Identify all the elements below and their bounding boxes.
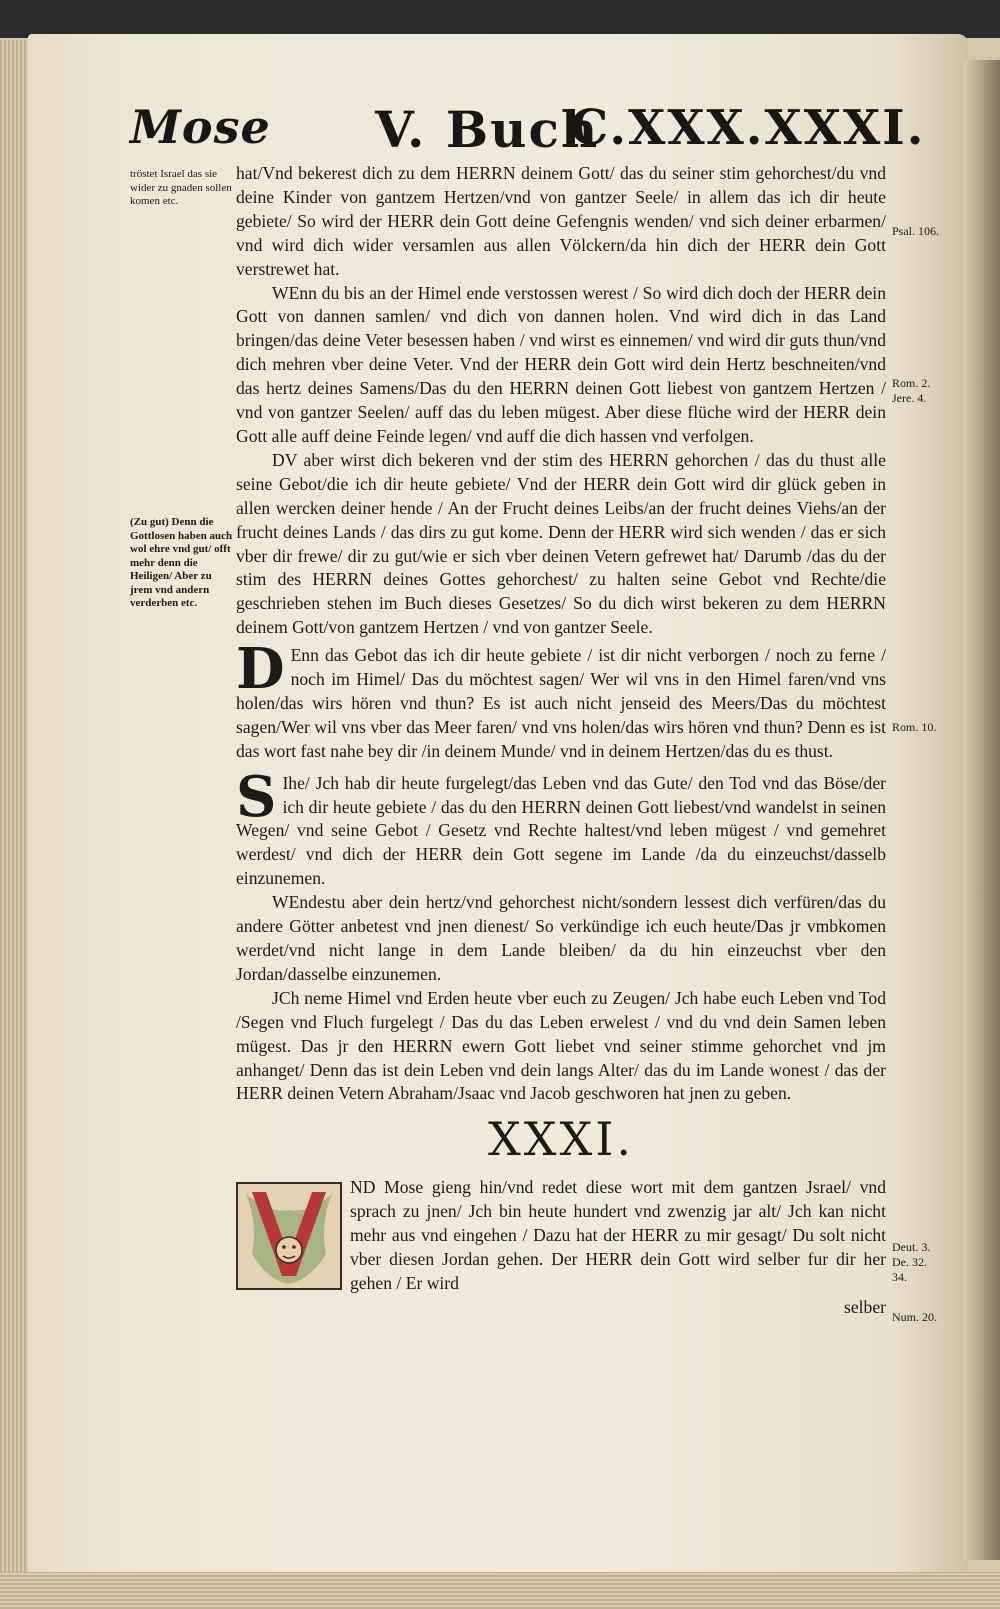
paragraph-6: WEndestu aber dein hertz/vnd gehorchest nicht/sondern lessest dich verfüren/das du andere Götter anbetest vnd jnen dienest/ So verkündige ich euch heute/Das jr vmbkomen werdet/vnd nicht lange in dem Lande bleiben/ da du hin einzeuchst vber den Jordan/dasselbe einzunemen. [236, 892, 886, 984]
drop-initial-d: D [236, 636, 285, 703]
paragraph-2: WEnn du bis an der Himel ende verstossen werest / So wird dich doch der HERR dein Gott von dannen samlen/ vnd dich von dannen holen. Vnd wird dich in das Land bringen/das deine Veter besessen haben / vnd wirst es einnemen/ vnd wird dir guts thun/vnd dich mehren vber deine Veter. Vnd der HERR dein Gott wird dein Hertz beschneiten/vnd das hertz deines Samens/Das du den HERRN deinen Gott liebest von gantzem Hertzen / vnd von gantzer Seelen/ auff das du leben mügest. Aber diese flüche wird der HERR dein Gott alle auff deine Feinde legen/ vnd auff die dich hassen vnd verfolgen. [236, 282, 886, 446]
margin-ref-rom-jere: Rom. 2. Jere. 4. [892, 376, 931, 405]
woodcut-face-icon [238, 1184, 340, 1288]
header-volume: V. Buch [375, 100, 600, 159]
paragraph-4 [236, 636, 886, 764]
header-chapters: C.XXX.XXXI. [570, 100, 926, 156]
margin-note-2: (Zu gut) Denn die Gottlosen haben auch wol ehre vnd gut/ offt mehr denn die Heiligen/ Aber zu jrem vnd andern verderben etc. [130, 516, 233, 609]
drop-initial-s: S [236, 763, 277, 830]
header-book-name: Mose [130, 100, 271, 154]
woodcut-initial-v [236, 1182, 342, 1290]
paragraph-5 [236, 763, 886, 892]
catchword: selber [843, 1296, 886, 1317]
right-page-stack [964, 60, 1000, 1560]
main-text-column [236, 162, 886, 1320]
paragraph-8-text: ND Mose gieng hin/vnd redet diese wort mit dem gantzen Jsrael/ vnd sprach zu jnen/ Jch bin heute hundert vnd zwenzig jar alt/ Jch kan nicht mehr aus vnd eingehen / Dazu hat der HERR zu mir gesagt/ Du solt nicht vber diesen Jordan gehen. Der HERR dein Gott wird selber fur dir her gehen / Er wird [350, 1177, 886, 1293]
left-page-edges [0, 40, 30, 1609]
margin-note-1: tröstet Israel das sie wider zu gnaden sollen komen etc. [130, 168, 232, 207]
paragraph-1: hat/Vnd bekerest dich zu dem HERRN deinem Gott/ das du seiner stim gehorchest/du vnd deine Kinder von gantzem Hertzen/vnd von gantzer Seele/ in allem das ich dir heute gebiete/ So wird der HERR dein Gott deine Gefengnis wenden/ vnd sich deiner erbarmen/ vnd wird dich wider versamlen aus allen Völckern/da hin dich der HERR dein Gott verstrewet hat. [236, 163, 886, 279]
paragraph-7: JCh neme Himel vnd Erden heute vber euch zu Zeugen/ Jch habe euch Leben vnd Tod /Segen vnd Fluch furgelegt / Das du das Leben erwelest / vnd du vnd dein Samen leben mügest. Das jr den HERRN ewern Gott liebet vnd seiner stimme gehorchet vnd jm anhanget/ Denn das ist dein Leben vnd dein langs Alter/ das du im Lande wonest / das der HERR deinen Vetern Abraham/Jsaac vnd Jacob geschworen hat jnen zu geben. [236, 987, 886, 1104]
margin-ref-rom10: Rom. 10. [892, 720, 937, 734]
paragraph-5-text: Ihe/ Jch hab dir heute furgelegt/das Leben vnd das Gute/ den Tod vnd das Böse/der ich dir heute gebiete / das du den HERRN deinen Gott liebest/vnd wandelst in seinen Wegen/ vnd seine Gebot / Gesetz vnd Rechte haltest/vnd leben mügest / vnd gemehret werdest/ vnd dich der HERR dein Gott segene im Lande /da du einzeuchst/dasselb einzunemen. [236, 772, 886, 889]
paragraph-8 [236, 1176, 886, 1296]
margin-ref-psal: Psal. 106. [892, 224, 940, 238]
paragraph-3: DV aber wirst dich bekeren vnd der stim des HERRN gehorchen / das du thust alle seine Gebot/die ich dir heute gebiete/ Vnd der HERR dein Gott wird dir glück geben in allen wercken deiner hende / An der Frucht deines Leibs/an der frucht deines Viehs/an der frucht deines Lands / das dirs zu gut kome. Denn der HERR wird sich wenden / das er sich vber dir frewe/ dir zu gut/wie er sich vber deinen Vetern gefrewet hat/ Darumb /das du der stim des HERRN deines Gottes gehorchest/ zu halten seine Gebot vnd Rechte/die geschrieben stehen im Buch dieses Gesetzes/ So du dich wirst bekeren zu dem HERRN deinem Gott/von gantzem Hertzen / vnd von gantzer Seele. [236, 449, 886, 638]
margin-ref-num: Num. 20. [892, 1310, 937, 1324]
margin-ref-deut: Deut. 3. De. 32. 34. [892, 1240, 931, 1284]
paragraph-4-text: Enn das Gebot das ich dir heute gebiete / ist dir nicht verborgen / noch zu ferne / noch im Himel/ Das du möchtest sagen/ Wer wil vns in den Himel faren/vnd vns holen/das wirs hören vnd thun? Es ist auch nicht jenseid des Meers/Das du möchtest sagen/Wer wil vns vber das Meer faren/ vnd vns holen/das wirs hören vnd thun? Denn es ist das wort fast nahe bey dir /in deinem Munde/ vnd in deinem Hertzen/das du es thust. [236, 645, 886, 761]
chapter-heading: XXXI. [487, 1112, 635, 1167]
bottom-page-edges [0, 1572, 1000, 1609]
running-header [130, 100, 930, 170]
